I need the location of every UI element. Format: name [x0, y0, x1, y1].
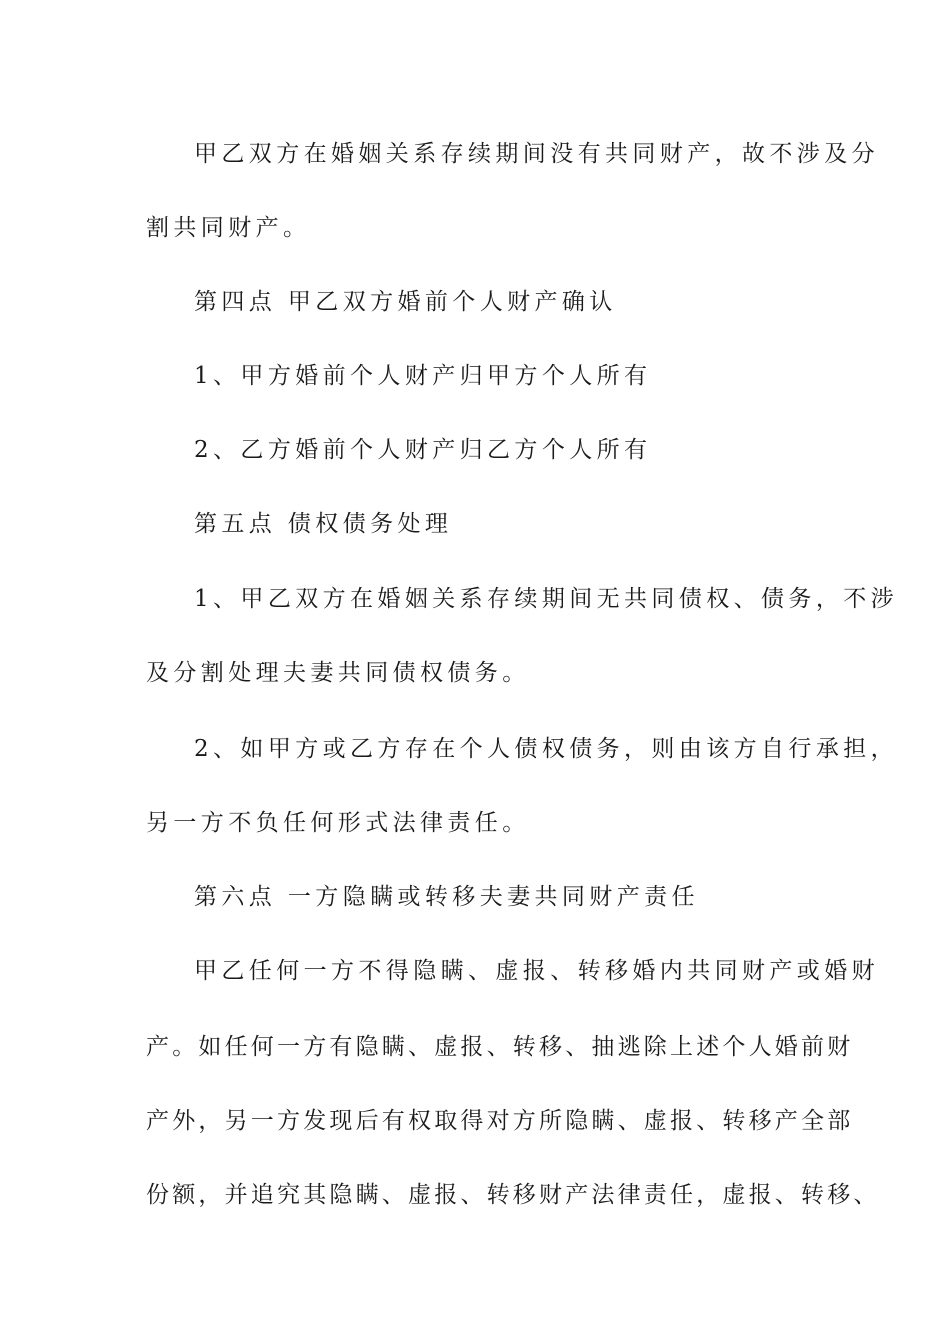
paragraph-line: 割共同财产。 [146, 215, 311, 241]
paragraph-line: 甲乙双方在婚姻关系存续期间没有共同财产，故不涉及分 [194, 141, 879, 167]
paragraph-line: 甲乙任何一方不得隐瞒、虚报、转移婚内共同财产或婚财 [194, 958, 879, 984]
list-item: 1、甲乙双方在婚姻关系存续期间无共同债权、债务，不涉 [194, 586, 899, 612]
list-item: 2、乙方婚前个人财产归乙方个人所有 [194, 437, 652, 463]
section-heading: 第五点 债权债务处理 [194, 511, 453, 537]
section-heading: 第四点 甲乙双方婚前个人财产确认 [194, 289, 617, 315]
paragraph-line: 另一方不负任何形式法律责任。 [146, 810, 530, 836]
list-item: 1、甲方婚前个人财产归甲方个人所有 [194, 363, 652, 389]
paragraph-line: 产外，另一方发现后有权取得对方所隐瞒、虚报、转移产全部 [146, 1108, 854, 1134]
paragraph-line: 产。如任何一方有隐瞒、虚报、转移、抽逃除上述个人婚前财 [146, 1034, 854, 1060]
paragraph-line: 及分割处理夫妻共同债权债务。 [146, 660, 530, 686]
section-heading: 第六点 一方隐瞒或转移夫妻共同财产责任 [194, 884, 699, 910]
list-item: 2、如甲方或乙方存在个人债权债务，则由该方自行承担， [194, 736, 899, 762]
paragraph-line: 份额，并追究其隐瞒、虚报、转移财产法律责任，虚报、转移、 [146, 1182, 880, 1208]
